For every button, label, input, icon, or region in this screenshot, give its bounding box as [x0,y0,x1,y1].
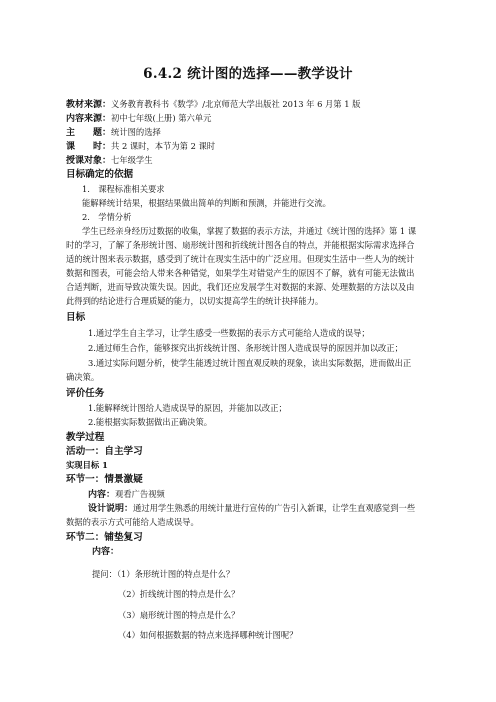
source-label: 教材来源： [66,100,112,110]
goal-line-1: 1.通过学生自主学习，让学生感受一些数据的表示方式可能给人造成的误导； [88,328,370,338]
basis-para-line: 数据和图表，可能会给人带来各种错觉，如果学生对错觉产生的原因不了解，就有可能无法做出 [66,268,415,278]
design-row [88,503,415,515]
step-1: 环节一：情景激疑 [66,474,143,485]
basis-item-1: 1. 课程标准相关要求 [82,184,165,194]
basis-para-line: 时的学习，了解了条形统计图、扇形统计图和折线统计图各自的特点，并能根据实际需求选择合 [66,240,415,250]
page-title: 6.4.2 统计图的选择——教学设计 [143,66,353,82]
target-1: 实现目标 1 [66,460,108,470]
basis-para-line: 此得到的结论进行合理质疑的能力，以切实提高学生的统计抉择能力。 [66,296,324,306]
eval-line-2: 2.能根据实际数据做出正确决策。 [88,417,213,427]
basis-para-line: 学生已经亲身经历过数据的收集，掌握了数据的表示方法，并通过《统计图的选择》第 1 课 [82,226,417,236]
question-1: （1）条形统计图的特点是什么？ [116,569,235,579]
content-1-row [88,489,165,501]
content-2-label: 内容： [92,547,120,557]
goal-line-3-cont: 确决策。 [66,372,100,382]
source-value: 义务教育教科书《数学》/北京师范大学出版社 2013 年 6 月第 1 版 [111,99,361,109]
activity-1: 活动一：自主学习 [66,446,143,457]
hours-row [66,141,215,153]
design-value: 通过用学生熟悉的用统计量进行宣传的广告引入新课，让学生直观感觉到一些 [133,503,416,513]
goal-line-2: 2.通过师生合作，能够探究出折线统计图、条形统计图人造成误导的原因并加以改正； [88,343,403,353]
basis-item-2: 2. 学情分析 [82,212,132,222]
step-2: 环节二：铺垫复习 [66,532,143,543]
basis-heading: 目标确定的依据 [66,169,134,180]
eval-line-1: 1.能解释统计图给人造成误导的原因，并能加以改正； [88,403,287,413]
content-1-value: 观看广告视频 [115,489,165,499]
audience-value: 七年级学生 [111,155,153,165]
topic-label: 主 题： [66,128,112,138]
topic-value: 统计图的选择 [111,127,161,137]
content-value: 初中七年级(上册) 第六单元 [111,113,212,123]
hours-value: 共 2 课时，本节为第 2 课时 [111,141,216,151]
source-row [66,99,360,111]
content-1-label: 内容： [88,490,116,500]
basis-para-line: 合适判断，进而导致决策失误。因此，我们还应发展学生对数据的来源、处理数据的方法以及由 [66,282,415,292]
eval-heading: 评价任务 [66,388,105,399]
design-value-cont: 数据的表示方式可能给人造成误导。 [66,517,199,527]
goals-heading: 目标 [66,312,86,323]
question-row [92,569,234,580]
question-2: （2）折线统计图的特点是什么？ [118,589,240,599]
content-label: 内容来源： [66,114,112,124]
process-heading: 教学过程 [66,432,105,443]
audience-label: 授课对象： [66,156,112,166]
question-prefix: 提问： [92,569,117,579]
question-4: （4）如何根据数据的特点来选择哪种统计图呢？ [118,630,298,640]
content-row [66,113,211,125]
design-label: 设计说明： [88,504,134,514]
question-3: （3）扇形统计图的特点是什么？ [118,610,240,620]
topic-row [66,127,161,139]
basis-para-line: 适的统计图来表示数据，感受到了统计在现实生活中的广泛应用。但现实生活中一些人为的统计 [66,254,415,264]
goal-line-3: 3.通过实际问题分析，使学生能透过统计图直观反映的现象，读出实际数据，进而做出正 [88,358,412,368]
audience-row [66,155,153,167]
hours-label: 课 时： [66,142,112,152]
basis-item-1-text: 能解释统计结果，根据结果做出简单的判断和预测，并能进行交流。 [82,198,331,208]
